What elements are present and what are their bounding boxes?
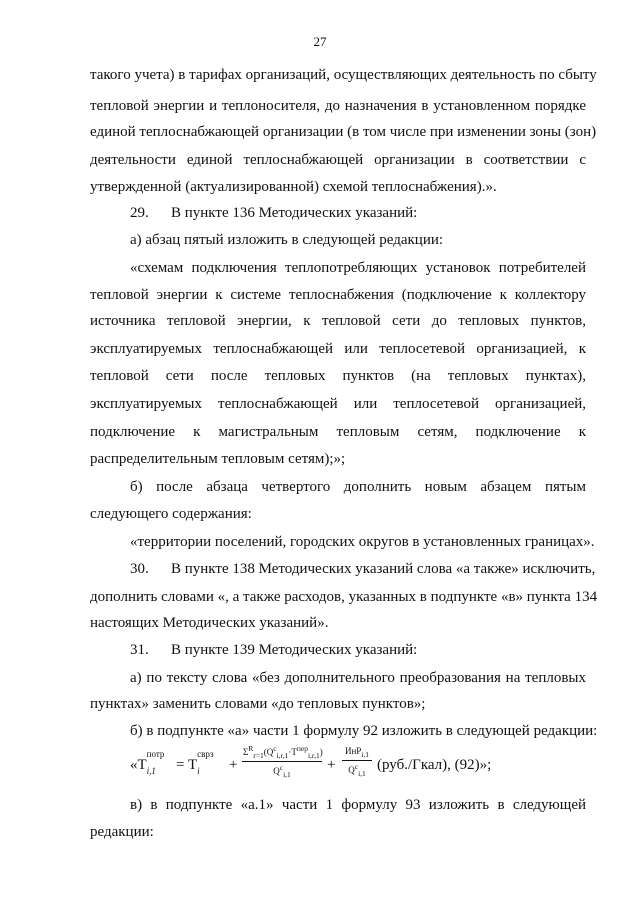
text-line: редакции: — [90, 824, 154, 840]
item-text: В пункте 139 Методических указаний: — [171, 642, 418, 658]
item-number: 31. — [130, 642, 149, 658]
text-line: пунктах» заменить словами «до тепловых пунктов»; — [90, 696, 426, 712]
text-line: «территории поселений, городских округов в установленных границах». — [130, 534, 595, 550]
text-line: утвержденной (актуализированной) схемой теплоснабжения).». — [90, 179, 497, 195]
text-line: тепловой энергии и теплоносителя, до назначения в установленном порядке — [90, 98, 586, 114]
item-number: 30. — [130, 561, 149, 577]
formula-plus: + — [327, 757, 336, 773]
page-number: 27 — [313, 34, 327, 49]
formula-plus: + — [229, 757, 238, 773]
text-line: тепловой энергии к системе теплоснабжения (подключение к коллектору — [90, 287, 586, 303]
item-number: 29. — [130, 205, 149, 221]
item-31 — [130, 641, 586, 659]
text-line: в) в подпункте «а.1» части 1 формулу 93 изложить в следующей — [130, 797, 586, 813]
text-line: такого учета) в тарифах организаций, осуществляющих деятельность по сбыту — [90, 67, 597, 83]
text-line: источника тепловой энергии, к тепловой сети до тепловых пунктов, — [90, 313, 586, 329]
formula-fraction-2: ИнР$_{i,1}$ $Q^c_{i,1}$ — [342, 746, 372, 778]
text-line: эксплуатируемых теплоснабжающей или теплосетевой организацией, к — [90, 341, 586, 357]
text-line: б) в подпункте «а» части 1 формулу 92 изложить в следующей редакции: — [130, 723, 598, 739]
text-line: следующего содержания: — [90, 506, 252, 522]
formula-92 — [130, 744, 590, 786]
text-line: настоящих Методических указаний». — [90, 615, 329, 631]
item-text: В пункте 136 Методических указаний: — [171, 205, 418, 221]
text-line: а) абзац пятый изложить в следующей редакции: — [130, 232, 444, 248]
text-line: подключение к магистральным тепловым сетям, подключение к — [90, 424, 586, 440]
formula-fraction-1: $\Sigma^R_{r=1}(Q^c_{i,r,1}\cdot T^{пер}_{i,r,1})$ $Q^c_{i,1}$ — [243, 744, 323, 779]
formula-lhs: «T потр i,1 — [130, 749, 165, 776]
text-line: деятельности единой теплоснабжающей организации в соответствии с — [90, 152, 586, 168]
text-line: дополнить словами «, а также расходов, указанных в подпункте «в» пункта 134 — [90, 589, 598, 605]
text-line: а) по тексту слова «без дополнительного преобразования на тепловых — [130, 670, 586, 686]
text-line: «схемам подключения теплопотребляющих установок потребителей — [130, 260, 586, 276]
text-line: распределительным тепловым сетям);»; — [90, 451, 346, 467]
item-30 — [130, 560, 596, 578]
formula-units: (руб./Гкал), (92)»; — [377, 757, 492, 773]
formula-eq: = T сврз i — [176, 749, 214, 776]
text-line: б) после абзаца четвертого дополнить новым абзацем пятым — [130, 479, 586, 495]
text-line: эксплуатируемых теплоснабжающей или теплосетевой организацией, — [90, 396, 586, 412]
text-line: единой теплоснабжающей организации (в том числе при изменении зоны (зон) — [90, 124, 597, 140]
item-29 — [130, 204, 586, 222]
item-text: В пункте 138 Методических указаний слова «а также» исключить, — [171, 561, 596, 577]
text-line: тепловой сети после тепловых пунктов (на тепловых пунктах), — [90, 368, 586, 384]
